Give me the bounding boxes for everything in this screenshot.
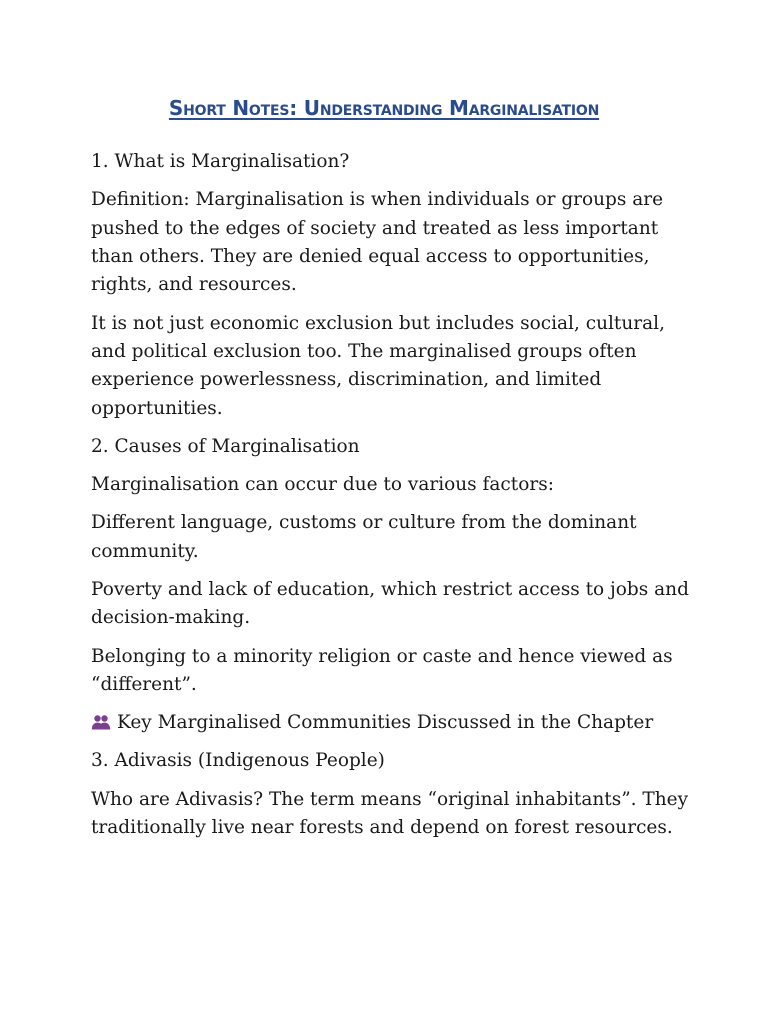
- communities-heading: [91, 709, 691, 737]
- adivasis-paragraph: Who are Adivasis? The term means “original inhabitants”. They traditionally live near forests and depend on forest resources.: [91, 788, 689, 839]
- people-group-icon: [91, 711, 111, 727]
- definition-paragraph: Definition: Marginalisation is when individuals or groups are pushed to the edges of society and treated as less important than others. They are denied equal access to opportunities, rights, and resources.: [91, 189, 664, 296]
- cause-item-language: Different language, customs or culture from the dominant community.: [91, 512, 637, 562]
- document-title: Short Notes: Understanding Marginalisation: [168, 96, 600, 120]
- section-heading-causes: 2. Causes of Marginalisation: [91, 436, 360, 458]
- section-heading-what-is: 1. What is Marginalisation?: [91, 151, 350, 172]
- causes-intro-paragraph: Marginalisation can occur due to various factors:: [91, 474, 554, 496]
- document-body: [91, 148, 691, 852]
- communities-heading-text: Key Marginalised Communities Discussed in the Chapter: [117, 712, 654, 734]
- cause-item-religion: Belonging to a minority religion or caste and hence viewed as “different”.: [91, 645, 673, 696]
- cause-item-poverty: Poverty and lack of education, which restrict access to jobs and decision-making.: [91, 579, 689, 629]
- exclusion-paragraph: It is not just economic exclusion but includes social, cultural, and political exclusion too. The marginalised groups often experience powerlessness, discrimination, and limited opportunities.: [91, 312, 665, 419]
- section-heading-adivasis: 3. Adivasis (Indigenous People): [91, 750, 385, 772]
